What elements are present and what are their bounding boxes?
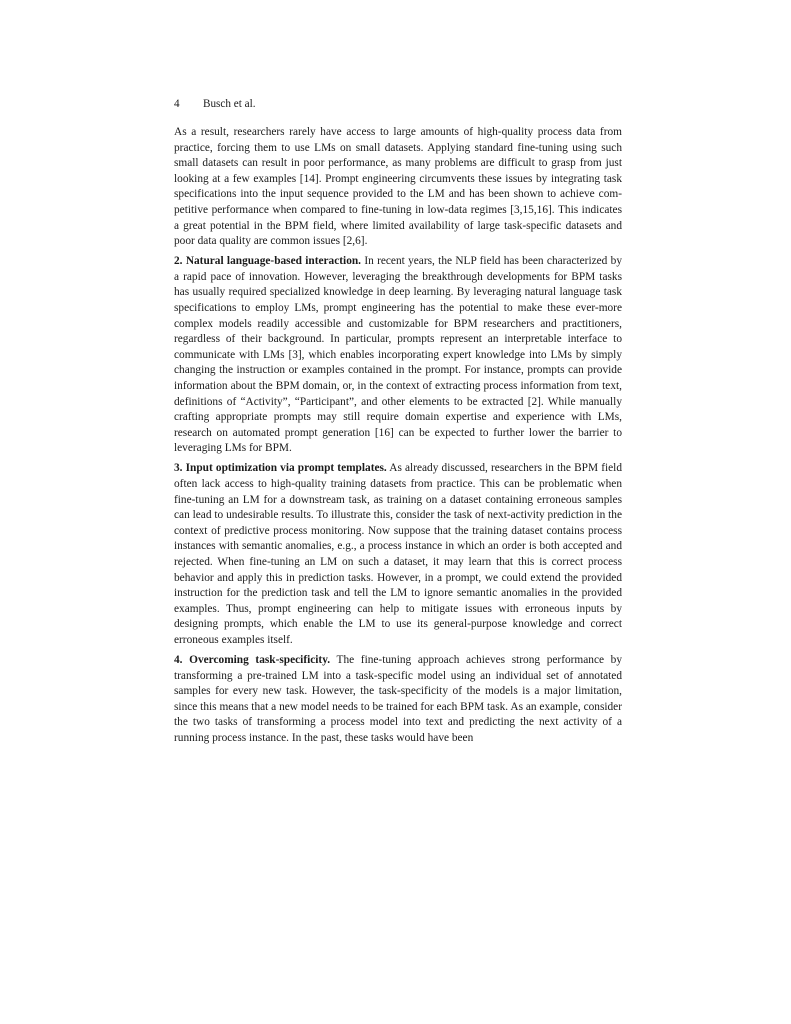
paragraph-task-specificity	[174, 653, 622, 747]
running-header	[174, 97, 256, 111]
paragraph-text: As already discussed, researchers in the BPM field often lack access to high-quality training datasets from practice. This can be problematic when fine-tuning an LM for a downstream task, as training on a dataset containing erroneous samples can lead to undesirable results. To illustrate this, consider the task of next-activity prediction in the context of predictive process monitoring. Now suppose that the training dataset contains process instances with semantic anomalies, e.g., a process instance in which an order is both accepted and rejected. When fine-tuning an LM on such a dataset, it may learn that this is correct process behavior and apply this in prediction tasks. However, in a prompt, we could extend the provided instruction for the prediction task and tell the LM to ignore semantic anomalies in the provided examples. Thus, prompt engineering can help to mitigate issues with erroneous inputs by designing prompts, which enable the LM to use its general-purpose knowledge and correct erroneous examples itself.	[174, 462, 622, 646]
paragraph-input-optimization	[174, 461, 622, 648]
paragraph-heading: 4. Overcoming task-specificity.	[174, 654, 331, 667]
paragraph-natural-language-interaction	[174, 254, 622, 457]
paragraph-intro	[174, 125, 622, 250]
paragraph-text: In recent years, the NLP field has been characterized by a rapid pace of innovation. However, leveraging the breakthrough developments for BPM tasks has usually required specialized knowledge in deep learning. By leveraging natural language task specifications to employ LMs, prompt engineering has the potential to make these ever-more complex models readily accessible and customizable for BPM researchers and practitioners, regardless of their background. In particular, prompts represent an interpretable interface to communicate with LMs [3], which enables incorporating expert knowledge into LMs by simply changing the instruction or examples contained in the prompt. For instance, prompts can provide information about the BPM domain, or, in the context of extracting process information from text, definitions of “Activity”, “Participant”, and other elements to be extracted [2]. While manually crafting appropriate prompts may still require domain expertise and experience with LMs, research on automated prompt generation [16] can be expected to further lower the barrier to leveraging LMs for BPM.	[174, 255, 623, 455]
paragraph-text: The fine-tuning approach achieves strong performance by transforming a pre-trained LM into a task-specific model using an individual set of annotated samples for every new task. However, the task-specificity of the models is a major limitation, since this means that a new model needs to be trained for each BPM task. As an example, consider the two tasks of transforming a process model into text and predicting the next activity of a running process instance. In the past, these tasks would have been	[174, 654, 622, 745]
paragraph-heading: 3. Input optimization via prompt templates.	[174, 462, 387, 475]
body-text	[174, 125, 622, 751]
page-number: 4	[174, 98, 180, 110]
paragraph-text: As a result, researchers rarely have access to large amounts of high-quality process data from practice, forcing them to use LMs on small datasets. Applying standard fine-tuning using such small datasets can result in poor performance, as many problems are difficult to grasp from just looking at a few examples [14]. Prompt engineering circumvents these issues by integrating task specifications into the input sequence provided to the LM and has been shown to achieve competitive performance when compared to fine-tuning in low-data regimes [3,15,16]. This indicates a great potential in the BPM field, where limited availability of large task-specific datasets and poor data quality are common issues [2,6].	[174, 126, 622, 248]
paragraph-heading: 2. Natural language-based interaction.	[174, 255, 362, 268]
running-title: Busch et al.	[203, 98, 256, 110]
